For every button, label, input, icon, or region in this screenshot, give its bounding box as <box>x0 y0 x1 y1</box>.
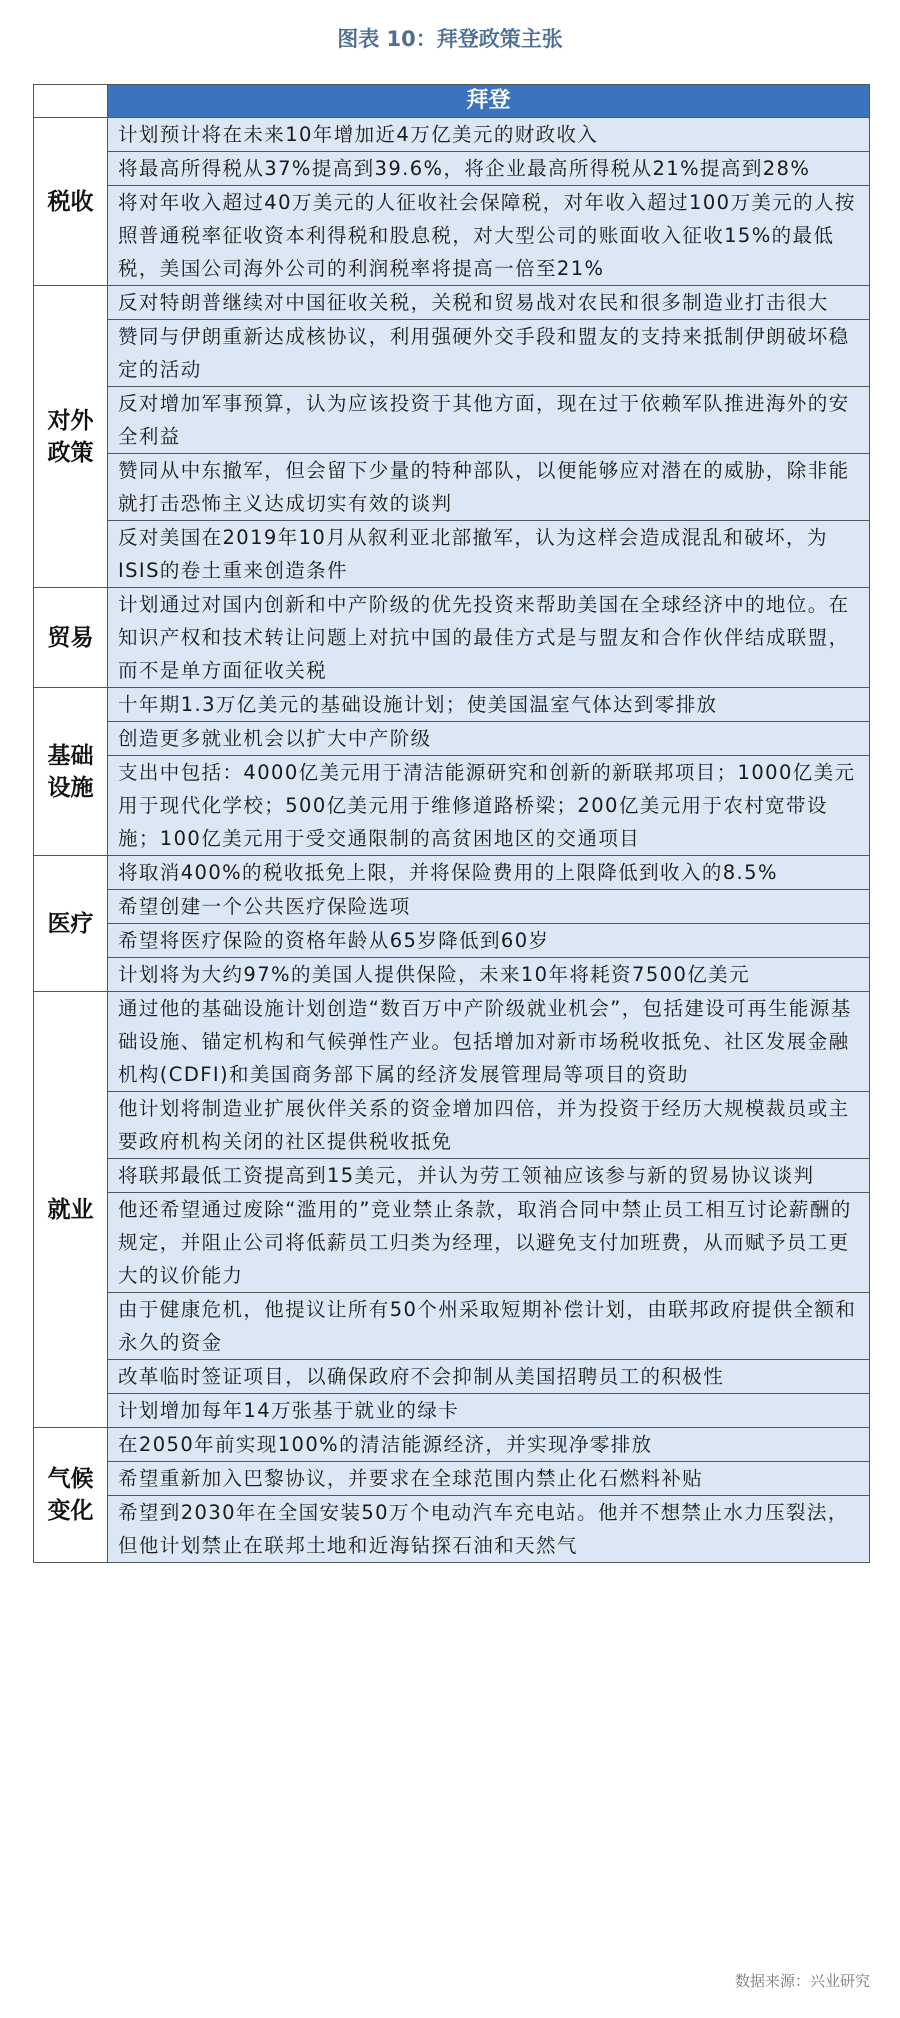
table-row <box>34 1360 870 1394</box>
policy-item-cell: 计划通过对国内创新和中产阶级的优先投资来帮助美国在全球经济中的地位。在知识产权和技术转让问题上对抗中国的最佳方式是与盟友和合作伙伴结成联盟，而不是单方面征收关税 <box>108 588 870 688</box>
table-row <box>34 1159 870 1193</box>
table-row <box>34 1193 870 1293</box>
category-label: 贸易 <box>47 624 94 651</box>
policy-item-cell: 将最高所得税从37%提高到39.6%，将企业最高所得税从21%提高到28% <box>108 152 870 186</box>
table-header-row <box>34 85 870 118</box>
table-row <box>34 924 870 958</box>
table-row <box>34 1394 870 1428</box>
table-row <box>34 286 870 320</box>
category-label: 气候 变化 <box>47 1466 94 1524</box>
policy-item-cell: 他计划将制造业扩展伙伴关系的资金增加四倍，并为投资于经历大规模裁员或主要政府机构关闭的社区提供税收抵免 <box>108 1092 870 1159</box>
category-label: 对外 政策 <box>47 407 94 466</box>
category-cell <box>34 688 108 856</box>
category-cell <box>34 1428 108 1563</box>
policy-item-cell: 将取消400%的税收抵免上限，并将保险费用的上限降低到收入的8.5% <box>108 856 870 890</box>
policy-item-cell: 他还希望通过废除“滥用的”竞业禁止条款，取消合同中禁止员工相互讨论薪酬的规定，并阻止公司将低薪员工归类为经理，以避免支付加班费，从而赋予员工更大的议价能力 <box>108 1193 870 1293</box>
category-label: 基础 设施 <box>47 742 94 801</box>
table-row <box>34 1496 870 1563</box>
policy-item-cell: 反对增加军事预算，认为应该投资于其他方面，现在过于依赖军队推进海外的安全利益 <box>108 387 870 454</box>
policy-item-cell: 赞同从中东撤军，但会留下少量的特种部队，以便能够应对潜在的威胁，除非能就打击恐怖主义达成切实有效的谈判 <box>108 454 870 521</box>
table-row <box>34 856 870 890</box>
chart-title: 图表 10：拜登政策主张 <box>337 27 563 51</box>
policy-item-cell: 由于健康危机，他提议让所有50个州采取短期补偿计划，由联邦政府提供全额和永久的资金 <box>108 1293 870 1360</box>
header-empty-cell <box>34 85 108 118</box>
policy-item-cell: 反对美国在2019年10月从叙利亚北部撤军，认为这样会造成混乱和破坏，为ISIS的卷土重来创造条件 <box>108 521 870 588</box>
category-cell <box>34 118 108 286</box>
policy-item-cell: 希望将医疗保险的资格年龄从65岁降低到60岁 <box>108 924 870 958</box>
policy-item-cell: 赞同与伊朗重新达成核协议，利用强硬外交手段和盟友的支持来抵制伊朗破坏稳定的活动 <box>108 320 870 387</box>
policy-item-cell: 计划将为大约97%的美国人提供保险，未来10年将耗资7500亿美元 <box>108 958 870 992</box>
policy-table <box>33 84 870 1563</box>
table-row <box>34 1428 870 1462</box>
table-row <box>34 1462 870 1496</box>
policy-item-cell: 希望到2030年在全国安装50万个电动汽车充电站。他并不想禁止水力压裂法，但他计划禁止在联邦土地和近海钻探石油和天然气 <box>108 1496 870 1563</box>
table-row <box>34 890 870 924</box>
policy-item-cell: 将对年收入超过40万美元的人征收社会保障税，对年收入超过100万美元的人按照普通税率征收资本利得税和股息税，对大型公司的账面收入征收15%的最低税，美国公司海外公司的利润税率将提高一倍至21% <box>108 186 870 286</box>
table-row <box>34 588 870 688</box>
table-row <box>34 992 870 1092</box>
policy-item-cell: 希望重新加入巴黎协议，并要求在全球范围内禁止化石燃料补贴 <box>108 1462 870 1496</box>
category-label: 就业 <box>47 1196 94 1223</box>
category-label: 医疗 <box>47 910 94 937</box>
table-row <box>34 387 870 454</box>
category-cell <box>34 588 108 688</box>
table-row <box>34 521 870 588</box>
policy-item-cell: 支出中包括：4000亿美元用于清洁能源研究和创新的新联邦项目；1000亿美元用于现代化学校；500亿美元用于维修道路桥梁；200亿美元用于农村宽带设施；100亿美元用于受交通限制的高贫困地区的交通项目 <box>108 756 870 856</box>
table-row <box>34 118 870 152</box>
policy-item-cell: 将联邦最低工资提高到15美元，并认为劳工领袖应该参与新的贸易协议谈判 <box>108 1159 870 1193</box>
policy-item-cell: 创造更多就业机会以扩大中产阶级 <box>108 722 870 756</box>
table-row <box>34 320 870 387</box>
table-row <box>34 688 870 722</box>
table-row <box>34 152 870 186</box>
policy-item-cell: 计划预计将在未来10年增加近4万亿美元的财政收入 <box>108 118 870 152</box>
policy-item-cell: 通过他的基础设施计划创造“数百万中产阶级就业机会”，包括建设可再生能源基础设施、锚定机构和气候弹性产业。包括增加对新市场税收抵免、社区发展金融机构(CDFI)和美国商务部下属的经济发展管理局等项目的资助 <box>108 992 870 1092</box>
policy-item-cell: 十年期1.3万亿美元的基础设施计划；使美国温室气体达到零排放 <box>108 688 870 722</box>
category-label: 税收 <box>47 188 94 215</box>
data-source-note: 数据来源：兴业研究 <box>734 1972 870 1990</box>
category-cell <box>34 856 108 992</box>
table-row <box>34 756 870 856</box>
header-biden-cell: 拜登 <box>108 85 870 118</box>
table-row <box>34 1092 870 1159</box>
policy-item-cell: 反对特朗普继续对中国征收关税，关税和贸易战对农民和很多制造业打击很大 <box>108 286 870 320</box>
policy-item-cell: 计划增加每年14万张基于就业的绿卡 <box>108 1394 870 1428</box>
category-cell <box>34 992 108 1428</box>
table-row <box>34 958 870 992</box>
table-row <box>34 454 870 521</box>
category-cell <box>34 286 108 588</box>
table-row <box>34 722 870 756</box>
policy-item-cell: 改革临时签证项目，以确保政府不会抑制从美国招聘员工的积极性 <box>108 1360 870 1394</box>
policy-item-cell: 希望创建一个公共医疗保险选项 <box>108 890 870 924</box>
table-row <box>34 186 870 286</box>
table-row <box>34 1293 870 1360</box>
policy-item-cell: 在2050年前实现100%的清洁能源经济，并实现净零排放 <box>108 1428 870 1462</box>
